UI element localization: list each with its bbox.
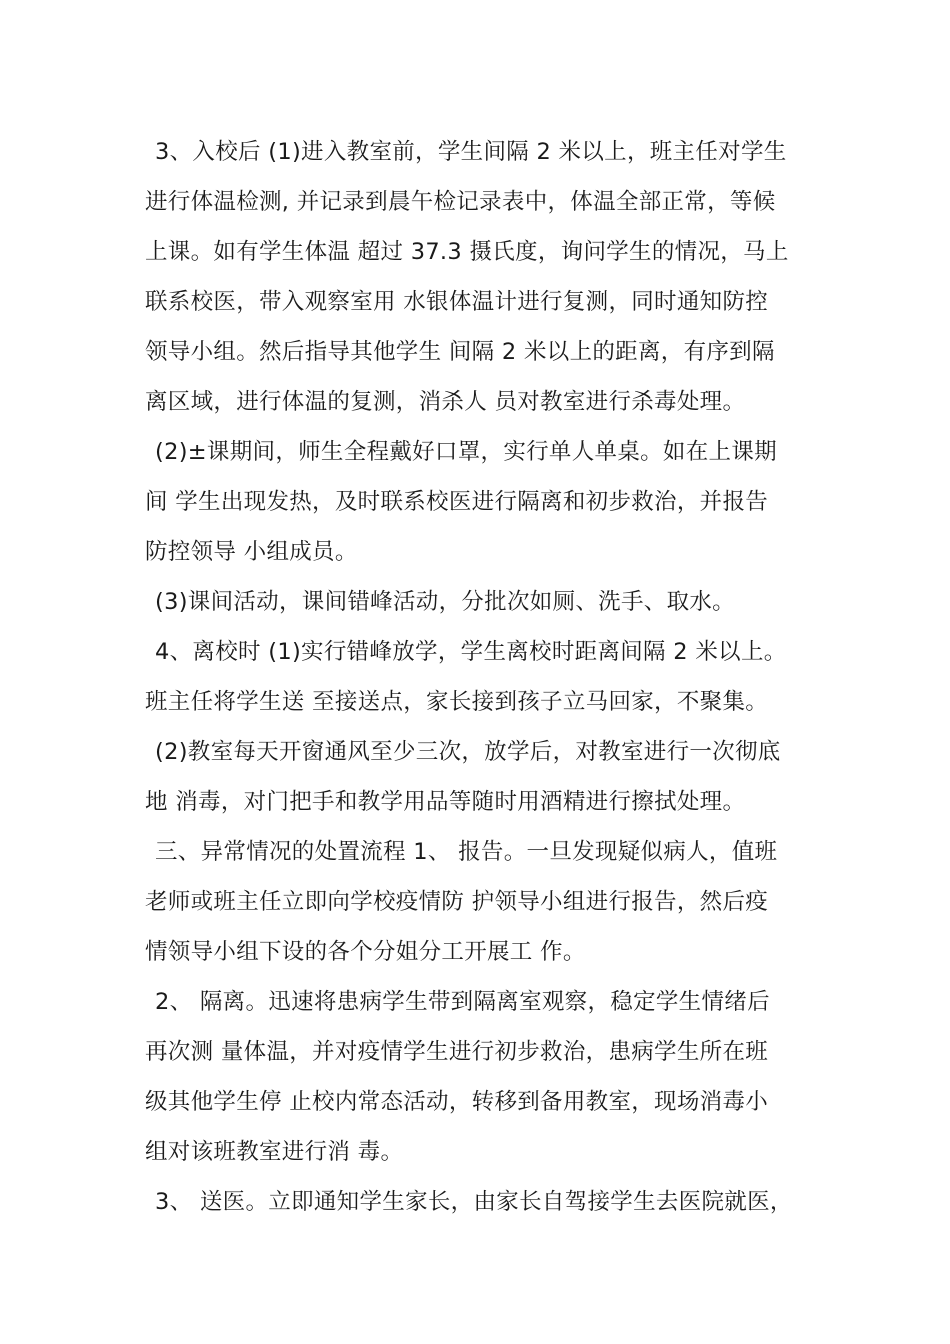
text-line: (2)±课期间，师生全程戴好口罩，实行单人单桌。如在上课期 [155,439,777,465]
text-line: 老师或班主任立即向学校疫情防 护领导小组进行报告，然后疫 [145,889,769,915]
text-line: 防控领导 小组成员。 [145,539,358,565]
document-body [145,127,810,1227]
text-line: 情领导小组下设的各个分姐分工开展工 作。 [145,939,586,965]
text-line: 再次测 量体温，并对疫情学生进行初步救治，患病学生所在班 [145,1039,769,1065]
text-line: 间 学生出现发热，及时联系校医进行隔离和初步救治，并报告 [145,489,769,515]
text-line: 组对该班教室进行消 毒。 [145,1139,404,1165]
text-line: 地 消毒，对门把手和教学用品等随时用酒精进行擦拭处理。 [145,789,746,815]
text-line: (3)课间活动，课间错峰活动，分批次如厕、洗手、取水。 [155,589,735,615]
text-line: (2)教室每天开窗通风至少三次，放学后，对教室进行一次彻底 [155,739,781,765]
text-line: 4、离校时 (1)实行错峰放学，学生离校时距离间隔 2 米以上。 [155,639,787,665]
text-line: 三、异常情况的处置流程 1、 报告。一旦发现疑似病人，值班 [155,839,778,865]
text-line: 离区域，进行体温的复测，消杀人 员对教室进行杀毒处理。 [145,389,746,415]
text-line: 班主任将学生送 至接送点，家长接到孩子立马回家，不聚集。 [145,689,769,715]
text-line: 3、 送医。立即通知学生家长，由家长自驾接学生去医院就医， [155,1189,793,1215]
text-line: 进行体温检测, 并记录到晨午检记录表中，体温全部正常，等候 [145,189,776,215]
text-line: 级其他学生停 止校内常态活动，转移到备用教室，现场消毒小 [145,1089,769,1115]
text-line: 联系校医，带入观察室用 水银体温计进行复测，同时通知防控 [145,289,769,315]
text-line: 上课。如有学生体温 超过 37.3 摄氏度，询问学生的情况，马上 [145,239,789,265]
text-line: 领导小组。然后指导其他学生 间隔 2 米以上的距离，有序到隔 [145,339,775,365]
text-line: 3、入校后 (1)进入教室前，学生间隔 2 米以上，班主任对学生 [155,139,787,165]
text-line: 2、 隔离。迅速将患病学生带到隔离室观察，稳定学生情绪后 [155,989,770,1015]
